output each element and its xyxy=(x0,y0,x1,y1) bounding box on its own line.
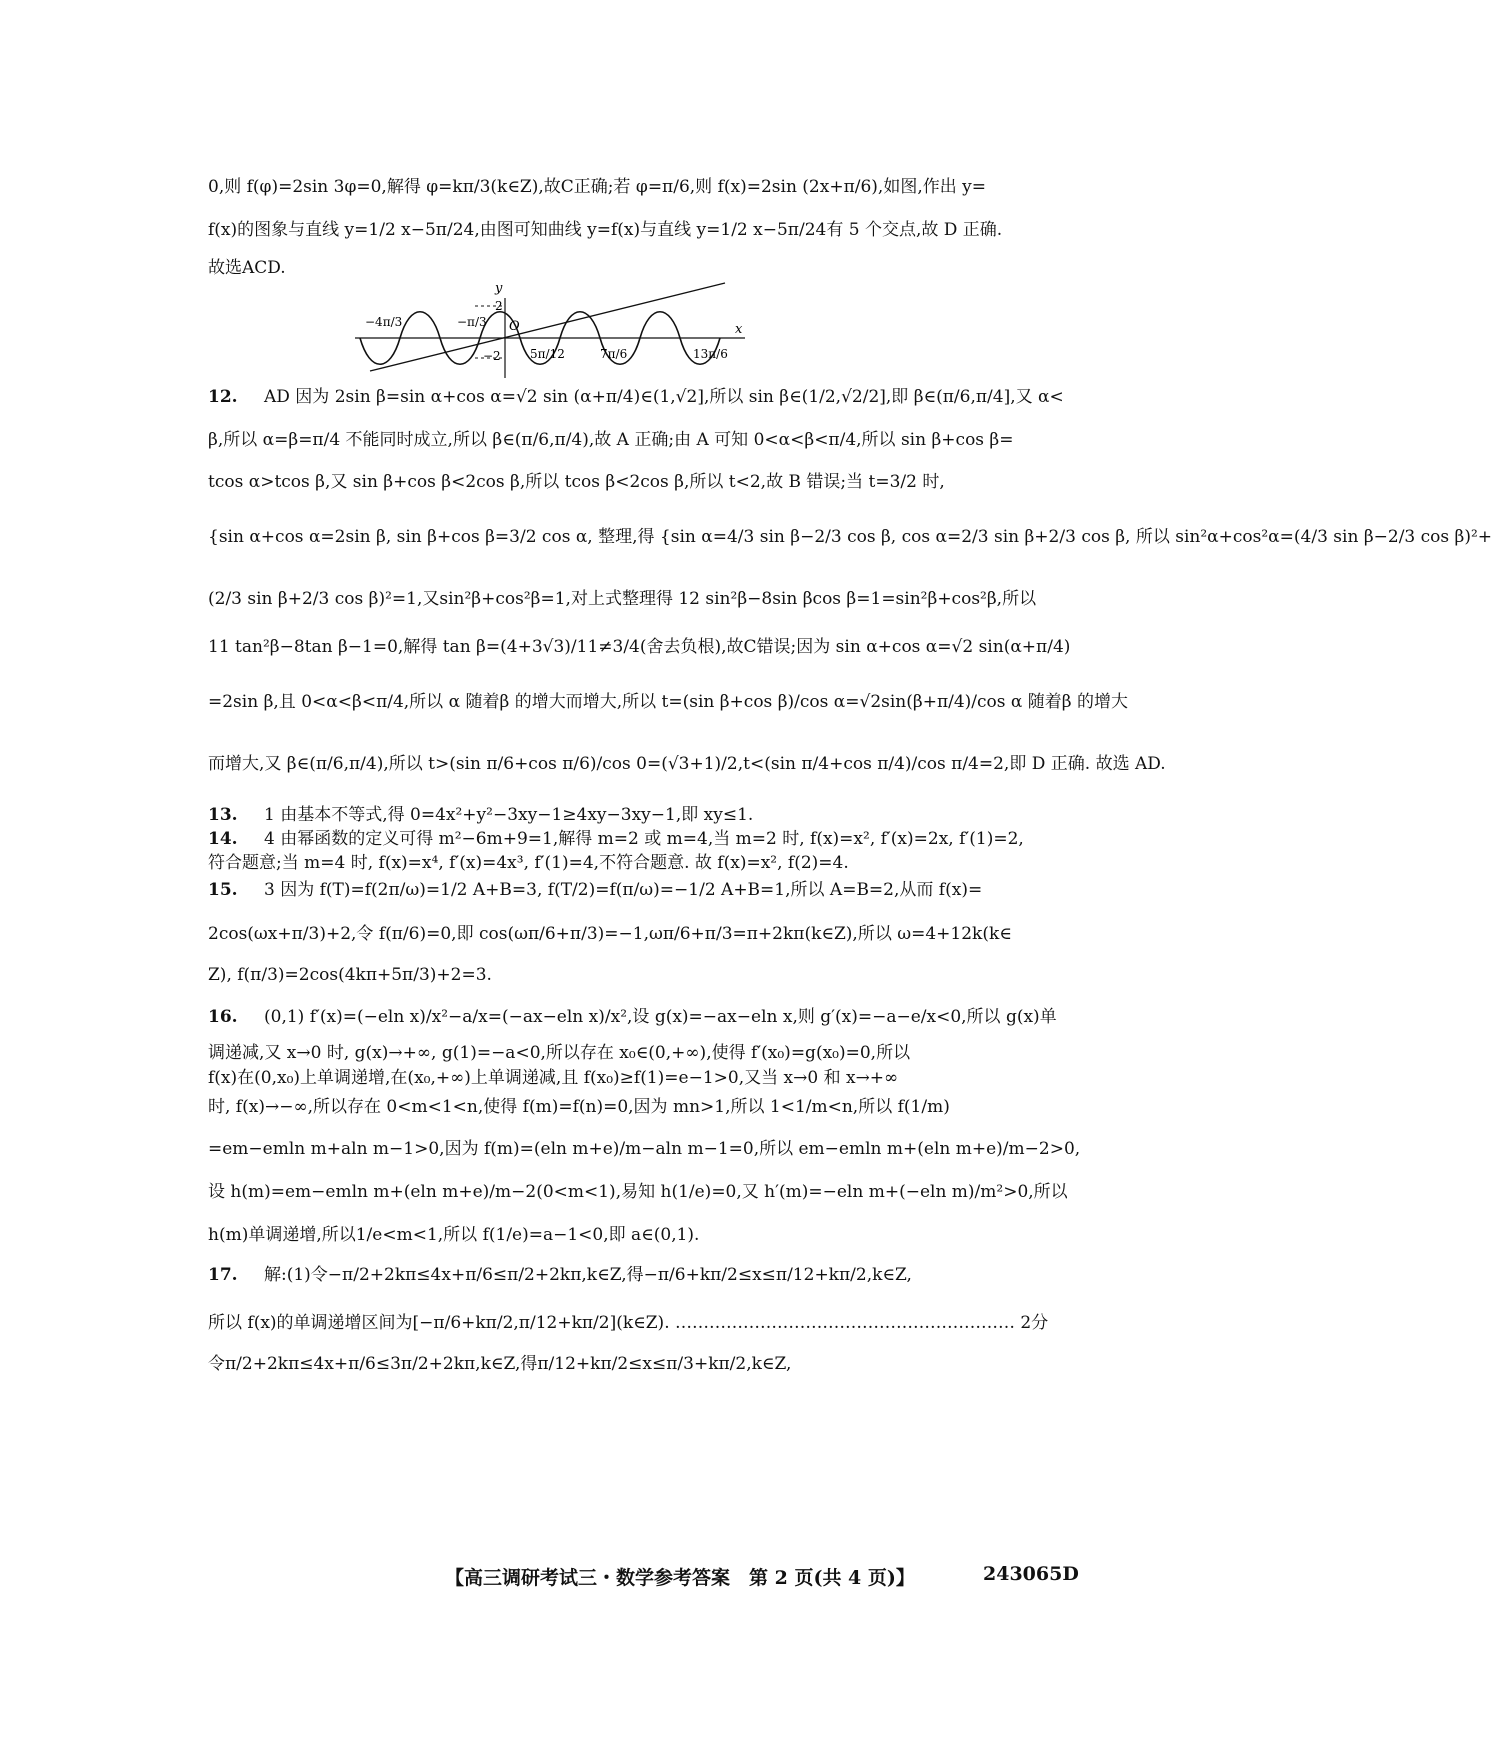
q12-line-7: =2sin β,且 0<α<β<π/4,所以 α 随着β 的增大而增大,所以 t=(sin β+cos β)/cos α=√2sin(β+π/4)/cos α 随着β 的增大 xyxy=(208,692,1129,712)
q16-line-2: 调递减,又 x→0 时, g(x)→+∞, g(1)=−a<0,所以存在 x₀∈(0,+∞),使得 f′(x₀)=g(x₀)=0,所以 xyxy=(208,1043,911,1063)
q16-line-7: h(m)单调递增,所以1/e<m<1,所以 f(1/e)=a−1<0,即 a∈(0,1). xyxy=(208,1225,700,1245)
q14-text-1: 4 由幂函数的定义可得 m²−6m+9=1,解得 m=2 或 m=4,当 m=2 时, f(x)=x², f′(x)=2x, f′(1)=2, xyxy=(264,829,1024,849)
q12-line-3: tcos α>tcos β,又 sin β+cos β<2cos β,所以 tcos β<2cos β,所以 t<2,故 B 错误;当 t=3/2 时, xyxy=(208,472,945,492)
q13-number: 13. xyxy=(208,805,238,825)
y-axis-label: y xyxy=(495,281,503,296)
q16-line-6: 设 h(m)=em−emln m+(eln m+e)/m−2(0<m<1),易知 h(1/e)=0,又 h′(m)=−eln m+(−eln m)/m²>0,所以 xyxy=(208,1182,1068,1202)
q12-text-1: AD 因为 2sin β=sin α+cos α=√2 sin (α+π/4)∈(1,√2],所以 sin β∈(1/2,√2/2],即 β∈(π/6,π/4],又 α< xyxy=(264,387,1064,407)
q12-line-2: β,所以 α=β=π/4 不能同时成立,所以 β∈(π/6,π/4),故 A 正确;由 A 可知 0<α<β<π/4,所以 sin β+cos β= xyxy=(208,430,1014,450)
q12-line-4: {sin α+cos α=2sin β, sin β+cos β=3/2 cos α, 整理,得 {sin α=4/3 sin β−2/3 cos β, cos α=2/3 sin β+2/3 cos β, 所以 sin²α+cos²α=(4/3 sin β−2/3 cos β)²+ xyxy=(208,527,1492,547)
q16-line-1 xyxy=(208,1005,1078,1029)
q14-number: 14. xyxy=(208,829,238,849)
footer-code: 243065D xyxy=(983,1563,1079,1585)
q15-line-3: Z), f(π/3)=2cos(4kπ+5π/3)+2=3. xyxy=(208,965,492,985)
q14-line-2: 符合题意;当 m=4 时, f(x)=x⁴, f′(x)=4x³, f′(1)=4,不符合题意. 故 f(x)=x², f(2)=4. xyxy=(208,853,849,873)
q16-number: 16. xyxy=(208,1007,238,1027)
q16-line-3: f(x)在(0,x₀)上单调递增,在(x₀,+∞)上单调递减,且 f(x₀)≥f(1)=e−1>0,又当 x→0 和 x→+∞ xyxy=(208,1068,899,1088)
tick-label-7pi-6: 7π/6 xyxy=(600,347,628,361)
q17-line-3: 令π/2+2kπ≤4x+π/6≤3π/2+2kπ,k∈Z,得π/12+kπ/2≤x≤π/3+kπ/2,k∈Z, xyxy=(208,1354,792,1374)
tick-label-13pi-6: 13π/6 xyxy=(693,347,728,361)
origin-label: O xyxy=(509,319,520,334)
footer-title: 【高三调研考试三・数学参考答案 第 2 页(共 4 页)】 xyxy=(445,1567,915,1589)
q16-text-1: (0,1) f′(x)=(−eln x)/x²−a/x=(−ax−eln x)/x²,设 g(x)=−ax−eln x,则 g′(x)=−a−e/x<0,所以 g(x)单 xyxy=(264,1007,1057,1027)
q11-line-1: 0,则 f(φ)=2sin 3φ=0,解得 φ=kπ/3(k∈Z),故C正确;若 φ=π/6,则 f(x)=2sin (2x+π/6),如图,作出 y= xyxy=(208,177,986,197)
q14-line-1 xyxy=(208,827,1078,851)
q15-number: 15. xyxy=(208,880,238,900)
q16-line-4: 时, f(x)→−∞,所以存在 0<m<1<n,使得 f(m)=f(n)=0,因为 mn>1,所以 1<1/m<n,所以 f(1/m) xyxy=(208,1097,950,1117)
q12-number: 12. xyxy=(208,387,238,407)
q12-line-1 xyxy=(208,385,1078,409)
tick-label-2: 2 xyxy=(495,299,503,313)
q15-line-1 xyxy=(208,878,1078,902)
q12-line-6: 11 tan²β−8tan β−1=0,解得 tan β=(4+3√3)/11≠3/4(舍去负根),故C错误;因为 sin α+cos α=√2 sin(α+π/4) xyxy=(208,637,1071,657)
tick-label-neg-4pi-3: −4π/3 xyxy=(365,315,403,329)
q12-line-8: 而增大,又 β∈(π/6,π/4),所以 t>(sin π/6+cos π/6)/cos 0=(√3+1)/2,t<(sin π/4+cos π/4)/cos π/4=2,即 D 正确. 故选 AD. xyxy=(208,754,1166,774)
q12-line-5: (2/3 sin β+2/3 cos β)²=1,又sin²β+cos²β=1,对上式整理得 12 sin²β−8sin βcos β=1=sin²β+cos²β,所以 xyxy=(208,589,1037,609)
q11-line-2: f(x)的图象与直线 y=1/2 x−5π/24,由图可知曲线 y=f(x)与直线 y=1/2 x−5π/24有 5 个交点,故 D 正确. xyxy=(208,220,1003,240)
tick-label-neg-pi-3: −π/3 xyxy=(457,315,487,329)
x-axis-label: x xyxy=(735,322,743,337)
q17-number: 17. xyxy=(208,1265,238,1285)
q16-line-5: =em−emln m+aln m−1>0,因为 f(m)=(eln m+e)/m−aln m−1=0,所以 em−emln m+(eln m+e)/m−2>0, xyxy=(208,1139,1081,1159)
q17-line-2: 所以 f(x)的单调递增区间为[−π/6+kπ/2,π/12+kπ/2](k∈Z). …………………………………………………… 2分 xyxy=(208,1313,1049,1333)
q13-line-1 xyxy=(208,803,1078,827)
q17-text-1: 解:(1)令−π/2+2kπ≤4x+π/6≤π/2+2kπ,k∈Z,得−π/6+kπ/2≤x≤π/12+kπ/2,k∈Z, xyxy=(264,1265,912,1285)
q17-line-1 xyxy=(208,1263,1078,1287)
q15-text-1: 3 因为 f(T)=f(2π/ω)=1/2 A+B=3, f(T/2)=f(π/ω)=−1/2 A+B=1,所以 A=B=2,从而 f(x)= xyxy=(264,880,983,900)
tick-label-neg-2: −2 xyxy=(483,349,501,363)
q11-line-3: 故选ACD. xyxy=(208,258,286,278)
q13-text-1: 1 由基本不等式,得 0=4x²+y²−3xy−1≥4xy−3xy−1,即 xy≤1. xyxy=(264,805,754,825)
q15-line-2: 2cos(ωx+π/3)+2,令 f(π/6)=0,即 cos(ωπ/6+π/3)=−1,ωπ/6+π/3=π+2kπ(k∈Z),所以 ω=4+12k(k∈ xyxy=(208,924,1012,944)
tick-label-5pi-12: 5π/12 xyxy=(530,347,565,361)
